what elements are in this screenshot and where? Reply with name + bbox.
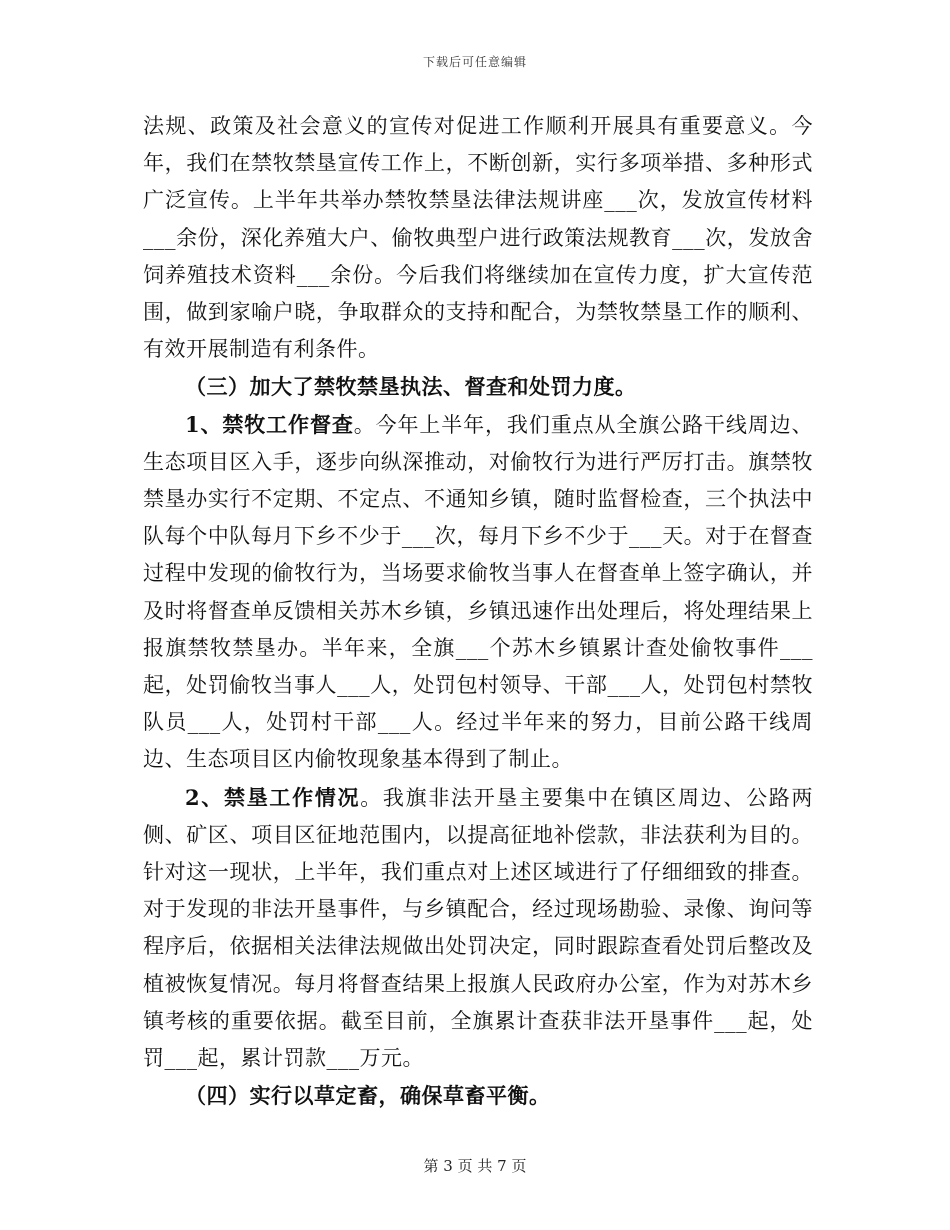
paragraph-reclamation	[143, 779, 813, 1078]
page-header: 下载后可任意编辑	[422, 55, 527, 69]
page-number: 第 3 页 共 7 页	[423, 1157, 527, 1175]
document-body	[143, 108, 813, 1114]
item-2-text: 。我旗非法开垦主要集中在镇区周边、公路两侧、矿区、项目区征地范围内，以提高征地补偿款，非法获利为目的。针对这一现状，上半年，我们重点对上述区域进行了仔细细致的排查。对于发现的非法开垦事件，与乡镇配合，经过现场勘验、录像、询问等程序后，依据相关法律法规做出处罚决定，同时跟踪查看处罚后整改及植被恢复情况。每月将督查结果上报旗人民政府办公室，作为对苏木乡镇考核的重要依据。截至目前，全旗累计查获非法开垦事件___起，处罚___起，累计罚款___万元。	[143, 785, 813, 1071]
item-2-title: 2、禁垦工作情况	[185, 784, 361, 810]
item-1-title: 1、禁牧工作督查	[185, 411, 354, 437]
section-heading-3: （三）加大了禁牧禁垦执法、督查和处罚力度。	[185, 374, 637, 400]
paragraph-grazing-inspection	[143, 406, 813, 779]
paragraph-publicity: 法规、政策及社会意义的宣传对促进工作顺利开展具有重要意义。今年，我们在禁牧禁垦宣传工作上，不断创新，实行多项举措、多种形式广泛宣传。上半年共举办禁牧禁垦法律法规讲座___次，发放宣传材料___余份，深化养殖大户、偷牧典型户进行政策法规教育___次，发放舍饲养殖技术资料___余份。今后我们将继续加在宣传力度，扩大宣传范围，做到家喻户晓，争取群众的支持和配合，为禁牧禁垦工作的顺利、有效开展制造有利条件。	[143, 114, 813, 362]
item-1-text: 。今年上半年，我们重点从全旗公路干线周边、生态项目区入手，逐步向纵深推动，对偷牧行为进行严厉打击。旗禁牧禁垦办实行不定期、不定点、不通知乡镇，随时监督检查，三个执法中队每个中队每月下乡不少于___次，每月下乡不少于___天。对于在督查过程中发现的偷牧行为，当场要求偷牧当事人在督查单上签字确认，并及时将督查单反馈相关苏木乡镇，乡镇迅速作出处理后，将处理结果上报旗禁牧禁垦办。半年来，全旗___个苏木乡镇累计查处偷牧事件___起，处罚偷牧当事人___人，处罚包村领导、干部___人，处罚包村禁牧队员___人，处罚村干部___人。经过半年来的努力，目前公路干线周边、生态项目区内偷牧现象基本得到了制止。	[143, 412, 813, 772]
section-heading-4: （四）实行以草定畜，确保草畜平衡。	[185, 1083, 551, 1109]
